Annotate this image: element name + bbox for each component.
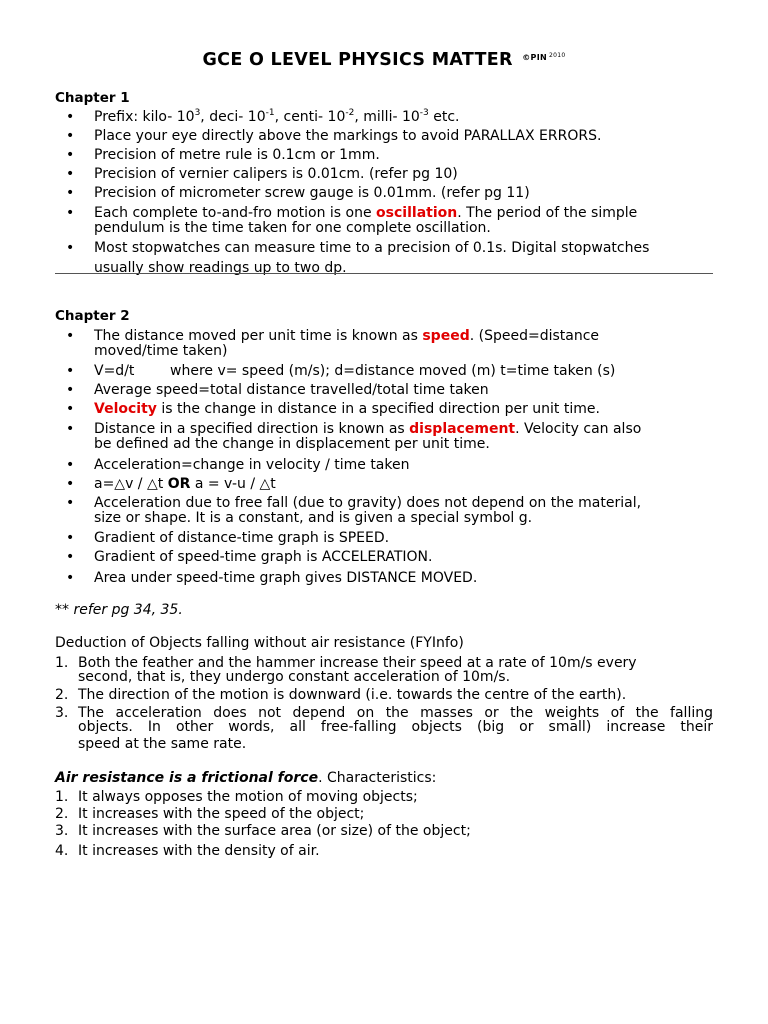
- ch2-displacement-line2: be defined ad the change in displacement per unit time.: [94, 436, 490, 452]
- list-number: 2.: [55, 687, 69, 703]
- ch2-speed-item: The distance moved per unit time is known as speed. (Speed=distance: [94, 328, 600, 344]
- page-reference-note: ** refer pg 34, 35.: [55, 602, 183, 618]
- ch1-stopwatch-item: Most stopwatches can measure time to a precision of 0.1s. Digital stopwatches: [94, 240, 650, 256]
- bullet: •: [66, 401, 75, 417]
- deduction-item-3: The acceleration does not depend on the masses or the weights of the falling: [78, 705, 713, 721]
- ch2-accel-formula-item: a=△v / △t OR a = v-u / △t: [94, 476, 276, 492]
- ch2-free-fall-line2: size or shape. It is a constant, and is given a special symbol g.: [94, 510, 533, 526]
- bullet: •: [66, 570, 75, 586]
- term-displacement: displacement: [409, 421, 516, 437]
- section-divider: [55, 273, 713, 274]
- term-velocity: Velocity: [94, 401, 157, 417]
- deduction-item-1-line2: second, that is, they undergo constant acceleration of 10m/s.: [78, 669, 511, 685]
- copyright-year: 2010: [548, 52, 566, 59]
- list-number: 3.: [55, 705, 69, 721]
- ch2-velocity-item: Velocity is the change in distance in a specified direction per unit time.: [94, 401, 600, 417]
- deduction-item-2: The direction of the motion is downward (i.e. towards the centre of the earth).: [78, 687, 627, 703]
- ch1-oscillation-line2: pendulum is the time taken for one complete oscillation.: [94, 220, 491, 236]
- chapter2-heading: Chapter 2: [55, 308, 130, 324]
- list-number: 1.: [55, 655, 69, 671]
- bullet: •: [66, 205, 75, 221]
- ch2-speed-line2: moved/time taken): [94, 343, 228, 359]
- copyright-mark: ©PIN: [522, 53, 547, 62]
- air-resistance-heading: Air resistance is a frictional force. Characteristics:: [55, 770, 437, 786]
- bullet: •: [66, 109, 75, 125]
- ch2-speed-graph-item: Gradient of speed-time graph is ACCELERATION.: [94, 549, 433, 565]
- bullet: •: [66, 147, 75, 163]
- ch2-average-speed-item: Average speed=total distance travelled/total time taken: [94, 382, 489, 398]
- ch1-vernier-item: Precision of vernier calipers is 0.01cm. (refer pg 10): [94, 166, 458, 182]
- ch1-parallax-item: Place your eye directly above the markings to avoid PARALLAX ERRORS.: [94, 128, 602, 144]
- term-oscillation: oscillation: [376, 205, 458, 221]
- list-number: 2.: [55, 806, 69, 822]
- title-text: GCE O LEVEL PHYSICS MATTER: [202, 50, 513, 70]
- ch2-distance-graph-item: Gradient of distance-time graph is SPEED.: [94, 530, 390, 546]
- bullet: •: [66, 457, 75, 473]
- bullet: •: [66, 363, 75, 379]
- ch1-stopwatch-line2: usually show readings up to two dp.: [94, 260, 347, 276]
- deduction-item-3-line3: speed at the same rate.: [78, 736, 247, 752]
- ch1-metre-rule-item: Precision of metre rule is 0.1cm or 1mm.: [94, 147, 380, 163]
- bullet: •: [66, 240, 75, 256]
- air-item-4: It increases with the density of air.: [78, 843, 320, 859]
- deduction-item-1: Both the feather and the hammer increase their speed at a rate of 10m/s every: [78, 655, 637, 671]
- air-item-2: It increases with the speed of the object;: [78, 806, 365, 822]
- chapter1-heading: Chapter 1: [55, 90, 130, 106]
- bullet: •: [66, 530, 75, 546]
- ch1-prefix-item: Prefix: kilo- $10^3$, deci- $10^{-1}$, centi- $10^{-2}$, milli- $10^{-3}$ etc.: [94, 108, 460, 125]
- ch1-micrometer-item: Precision of micrometer screw gauge is 0.01mm. (refer pg 11): [94, 185, 530, 201]
- deduction-heading: Deduction of Objects falling without air resistance (FYInfo): [55, 635, 464, 651]
- air-item-1: It always opposes the motion of moving objects;: [78, 789, 418, 805]
- bullet: •: [66, 328, 75, 344]
- page-title: [0, 50, 768, 70]
- bullet: •: [66, 549, 75, 565]
- bullet: •: [66, 476, 75, 492]
- ch2-formula-item: V=d/t where v= speed (m/s); d=distance moved (m) t=time taken (s): [94, 363, 616, 379]
- list-number: 4.: [55, 843, 69, 859]
- bullet: •: [66, 421, 75, 437]
- term-speed: speed: [422, 328, 470, 344]
- ch2-acceleration-item: Acceleration=change in velocity / time taken: [94, 457, 410, 473]
- ch2-displacement-item: Distance in a specified direction is known as displacement. Velocity can also: [94, 421, 642, 437]
- ch2-area-item: Area under speed-time graph gives DISTANCE MOVED.: [94, 570, 478, 586]
- ch2-free-fall-item: Acceleration due to free fall (due to gravity) does not depend on the material,: [94, 495, 642, 511]
- ch1-oscillation-item: Each complete to-and-fro motion is one oscillation. The period of the simple: [94, 205, 638, 221]
- bullet: •: [66, 166, 75, 182]
- list-number: 1.: [55, 789, 69, 805]
- list-number: 3.: [55, 823, 69, 839]
- bullet: •: [66, 382, 75, 398]
- deduction-item-3-line2: objects. In other words, all free-falling objects (big or small) increase their: [78, 719, 713, 735]
- air-item-3: It increases with the surface area (or size) of the object;: [78, 823, 471, 839]
- bullet: •: [66, 128, 75, 144]
- bullet: •: [66, 185, 75, 201]
- bullet: •: [66, 495, 75, 511]
